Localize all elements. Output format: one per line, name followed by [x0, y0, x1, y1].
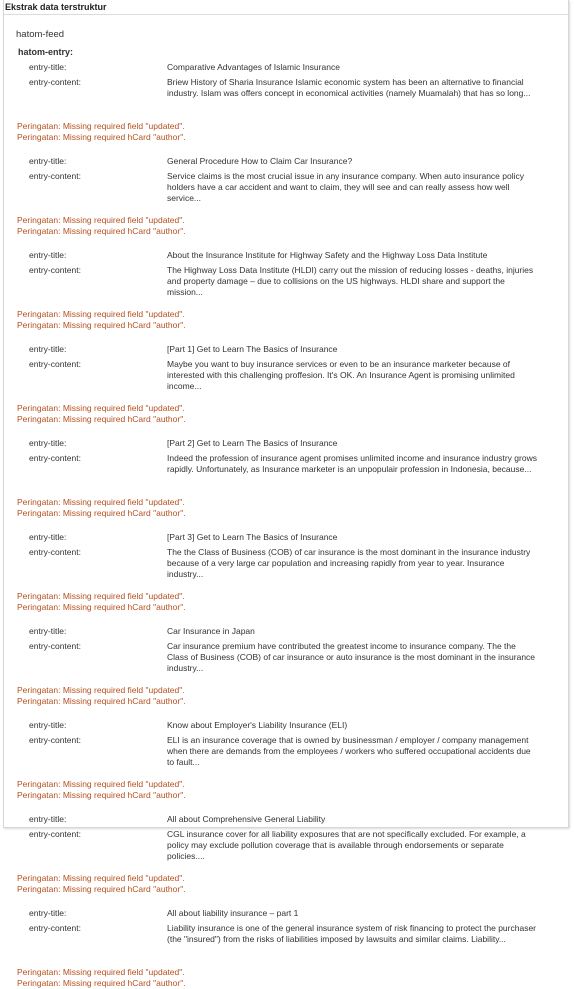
entry-content-key: entry-content: [29, 359, 81, 369]
entry-title-key: entry-title: [29, 532, 67, 542]
entry-title-value: All about liability insurance – part 1 [167, 908, 299, 918]
warning-author: Peringatan: Missing required hCard "author". [17, 696, 186, 706]
entry-content-key: entry-content: [29, 923, 81, 933]
entry-content-key: entry-content: [29, 77, 81, 87]
entry-content-key: entry-content: [29, 641, 81, 651]
warning-author: Peringatan: Missing required hCard "author". [17, 320, 186, 330]
hatom-entry [4, 908, 568, 989]
entry-title-value: General Procedure How to Claim Car Insurance? [167, 156, 353, 166]
entry-title-key: entry-title: [29, 156, 67, 166]
entry-title-value: Know about Employer's Liability Insurance (ELI) [167, 720, 348, 730]
entry-content-row [4, 735, 568, 779]
hatom-entry [4, 250, 568, 331]
entry-title-value: [Part 1] Get to Learn The Basics of Insurance [167, 344, 338, 354]
warning-updated: Peringatan: Missing required field "updated". [17, 591, 185, 601]
warning-updated: Peringatan: Missing required field "updated". [17, 873, 185, 883]
hatom-entry-label: hatom-entry: [18, 47, 74, 57]
warning-author: Peringatan: Missing required hCard "author". [17, 790, 186, 800]
entry-content-key: entry-content: [29, 453, 81, 463]
hatom-feed-label: hatom-feed [16, 29, 65, 40]
entry-content-row [4, 547, 568, 591]
warning-updated: Peringatan: Missing required field "updated". [17, 967, 185, 977]
entry-content-row [4, 77, 568, 121]
entry-title-key: entry-title: [29, 720, 67, 730]
entry-content-value: Briew History of Sharia Insurance Islamic economic system has been an alternative to financial industry. Islam was offers concept in economical activities (namely Muamalah) that has so long... [167, 77, 531, 98]
entry-content-row [4, 359, 568, 403]
entry-content-value: The the Class of Business (COB) of car insurance is the most dominant in the insurance industry because of a very large car population and increasing rapidly from year to year. Insurance industry... [167, 547, 531, 579]
warning-author: Peringatan: Missing required hCard "author". [17, 884, 186, 894]
entry-title-row [4, 156, 568, 167]
entry-title-value: Car Insurance in Japan [167, 626, 255, 636]
entry-title-value: [Part 3] Get to Learn The Basics of Insurance [167, 532, 338, 542]
warning-updated: Peringatan: Missing required field "updated". [17, 215, 185, 225]
entry-title-key: entry-title: [29, 250, 67, 260]
warning-author: Peringatan: Missing required hCard "author". [17, 226, 186, 236]
entry-content-row [4, 829, 568, 873]
entry-title-key: entry-title: [29, 62, 67, 72]
entry-title-row [4, 626, 568, 637]
warning-updated: Peringatan: Missing required field "updated". [17, 309, 185, 319]
entry-title-value: [Part 2] Get to Learn The Basics of Insurance [167, 438, 338, 448]
entry-title-row [4, 814, 568, 825]
entry-list [4, 58, 568, 989]
entry-title-row [4, 62, 568, 73]
entry-title-row [4, 720, 568, 731]
entry-content-value: Liability insurance is one of the general insurance system of risk financing to protect the purchaser (the "insured") from the risks of liabilities imposed by lawsuits and similar claims. Liability... [167, 923, 537, 944]
entry-content-key: entry-content: [29, 829, 81, 839]
entry-content-row [4, 923, 568, 967]
entry-title-value: Comparative Advantages of Islamic Insurance [167, 62, 340, 72]
entry-content-key: entry-content: [29, 171, 81, 181]
entry-content-row [4, 171, 568, 215]
hatom-entry [4, 62, 568, 143]
hatom-entry [4, 344, 568, 425]
entry-content-value: CGL insurance cover for all liability exposures that are not specifically excluded. For example, a policy may exclude pollution coverage that is available through endorsements or separate policies.... [167, 829, 526, 861]
hatom-entry [4, 626, 568, 707]
warning-author: Peringatan: Missing required hCard "author". [17, 414, 186, 424]
entry-content-key: entry-content: [29, 735, 81, 745]
entry-content-row [4, 641, 568, 685]
warning-updated: Peringatan: Missing required field "updated". [17, 121, 185, 131]
warning-author: Peringatan: Missing required hCard "author". [17, 602, 186, 612]
warning-updated: Peringatan: Missing required field "updated". [17, 403, 185, 413]
entry-title-key: entry-title: [29, 814, 67, 824]
entry-content-value: ELI is an insurance coverage that is owned by businessman / employer / company management when there are demands from the employees / workers who suffered occupational accidents due to fault... [167, 735, 531, 767]
entry-content-value: Service claims is the most crucial issue in any insurance company. When auto insurance policy holders have a car accident and want to claim, they will see and can really assess how well service... [167, 171, 524, 203]
entry-content-value: Car insurance premium have contributed the greatest income to insurance company. The the Class of Business (COB) of car insurance or auto insurance is the most dominant in the insurance industry... [167, 641, 536, 673]
entry-title-key: entry-title: [29, 344, 67, 354]
hatom-entry [4, 532, 568, 613]
structured-data-panel [3, 0, 569, 988]
entry-content-value: The Highway Loss Data Institute (HLDI) carry out the mission of reducing losses - deaths, injuries and property damage – due to collisions on the US highways. HLDI share and support the mission... [167, 265, 534, 297]
warning-updated: Peringatan: Missing required field "updated". [17, 779, 185, 789]
warning-updated: Peringatan: Missing required field "updated". [17, 497, 185, 507]
entry-title-row [4, 344, 568, 355]
entry-title-row [4, 908, 568, 919]
entry-content-key: entry-content: [29, 547, 81, 557]
hatom-entry [4, 814, 568, 895]
entry-title-row [4, 250, 568, 261]
panel-title: Ekstrak data terstruktur [4, 0, 568, 15]
warning-author: Peringatan: Missing required hCard "author". [17, 978, 186, 988]
entry-content-row [4, 265, 568, 309]
entry-content-row [4, 453, 568, 497]
entry-title-row [4, 438, 568, 449]
entry-content-value: Indeed the profession of insurance agent promises unlimited income and insurance industry grows rapidly. Unfortunately, as Insurance marketer is an unpopulair profession in Indonesia, because... [167, 453, 537, 474]
entry-content-value: Maybe you want to buy insurance services or even to be an insurance marketer because of interested with this challenging proffesion. It's OK. An Insurance Agent is promising unlimited income... [167, 359, 515, 391]
warning-author: Peringatan: Missing required hCard "author". [17, 508, 186, 518]
entry-title-key: entry-title: [29, 908, 67, 918]
entry-title-key: entry-title: [29, 626, 67, 636]
entry-title-value: All about Comprehensive General Liability [167, 814, 326, 824]
warning-updated: Peringatan: Missing required field "updated". [17, 685, 185, 695]
hatom-entry [4, 720, 568, 801]
entry-content-key: entry-content: [29, 265, 81, 275]
hatom-entry [4, 438, 568, 519]
entry-title-value: About the Insurance Institute for Highway Safety and the Highway Loss Data Institute [167, 250, 488, 260]
entry-title-key: entry-title: [29, 438, 67, 448]
hatom-entry [4, 156, 568, 237]
warning-author: Peringatan: Missing required hCard "author". [17, 132, 186, 142]
entry-title-row [4, 532, 568, 543]
